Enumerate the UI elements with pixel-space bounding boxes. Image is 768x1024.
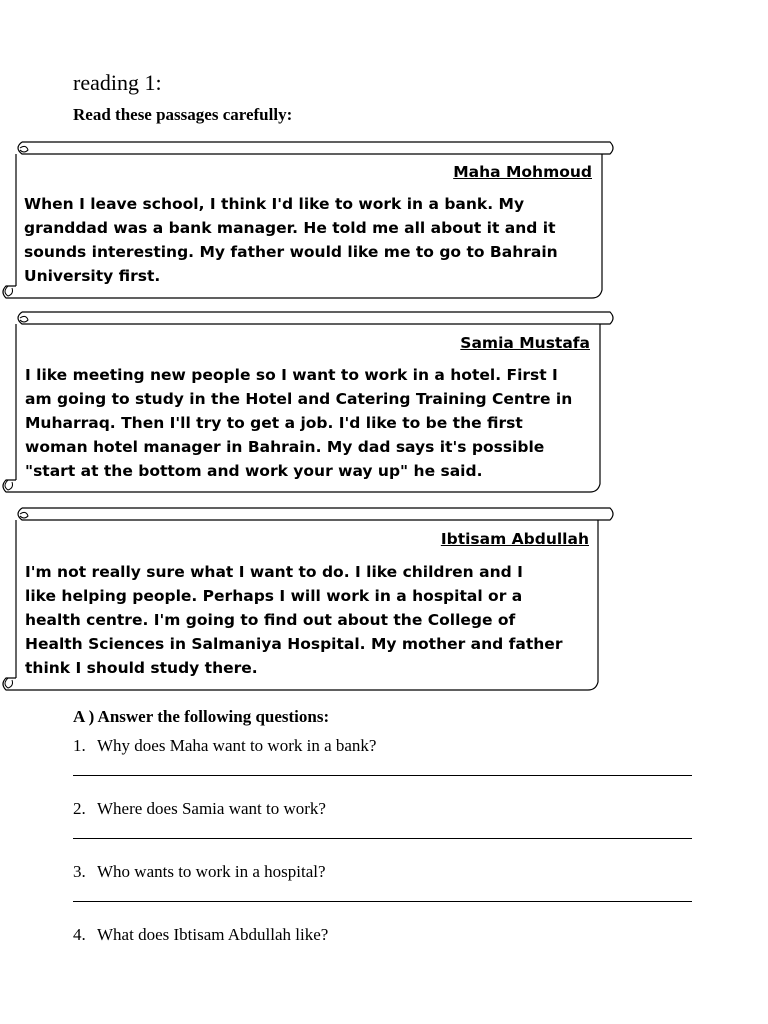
question-number: 1. bbox=[73, 736, 86, 755]
answer-line-1[interactable] bbox=[73, 775, 692, 776]
page-title: reading 1: bbox=[73, 70, 162, 95]
passage-text: I'm not really sure what I want to do. I like children and I like helping people. Perhaps I will work in a hospital or a health centre. I'm going to find out about the College of Health Sciences in Salmaniya Hospital. My mother and father think I should study there. bbox=[25, 563, 563, 677]
question-1 bbox=[73, 736, 376, 756]
passage-scroll-3 bbox=[0, 504, 620, 694]
question-text: Who wants to work in a hospital? bbox=[97, 862, 326, 881]
passage-author: Ibtisam Abdullah bbox=[440, 530, 589, 548]
question-number: 4. bbox=[73, 925, 86, 944]
question-number: 2. bbox=[73, 799, 86, 818]
answer-line-2[interactable] bbox=[73, 838, 692, 839]
passage-author: Maha Mohmoud bbox=[453, 163, 592, 181]
passage-scroll-2 bbox=[0, 308, 620, 496]
question-4 bbox=[73, 925, 328, 945]
passage-text: I like meeting new people so I want to work in a hotel. First I am going to study in the Hotel and Catering Training Centre in Muharraq. Then I'll try to get a job. I'd like to be the first woman hotel manager in Bahrain. My dad says it's possible "start at the bottom and work your way up" he said. bbox=[25, 366, 573, 480]
question-number: 3. bbox=[73, 862, 86, 881]
questions-heading: A ) Answer the following questions: bbox=[73, 707, 330, 726]
question-text: What does Ibtisam Abdullah like? bbox=[97, 925, 329, 944]
passage-text: When I leave school, I think I'd like to work in a bank. My granddad was a bank manager. He told me all about it and it sounds interesting. My father would like me to go to Bahrain University first. bbox=[24, 195, 558, 285]
question-3 bbox=[73, 862, 326, 882]
passage-scroll-1 bbox=[0, 138, 620, 302]
instructions: Read these passages carefully: bbox=[73, 105, 293, 124]
passage-author: Samia Mustafa bbox=[460, 334, 590, 352]
question-2 bbox=[73, 799, 326, 819]
answer-line-3[interactable] bbox=[73, 901, 692, 902]
question-text: Where does Samia want to work? bbox=[97, 799, 326, 818]
question-text: Why does Maha want to work in a bank? bbox=[97, 736, 377, 755]
